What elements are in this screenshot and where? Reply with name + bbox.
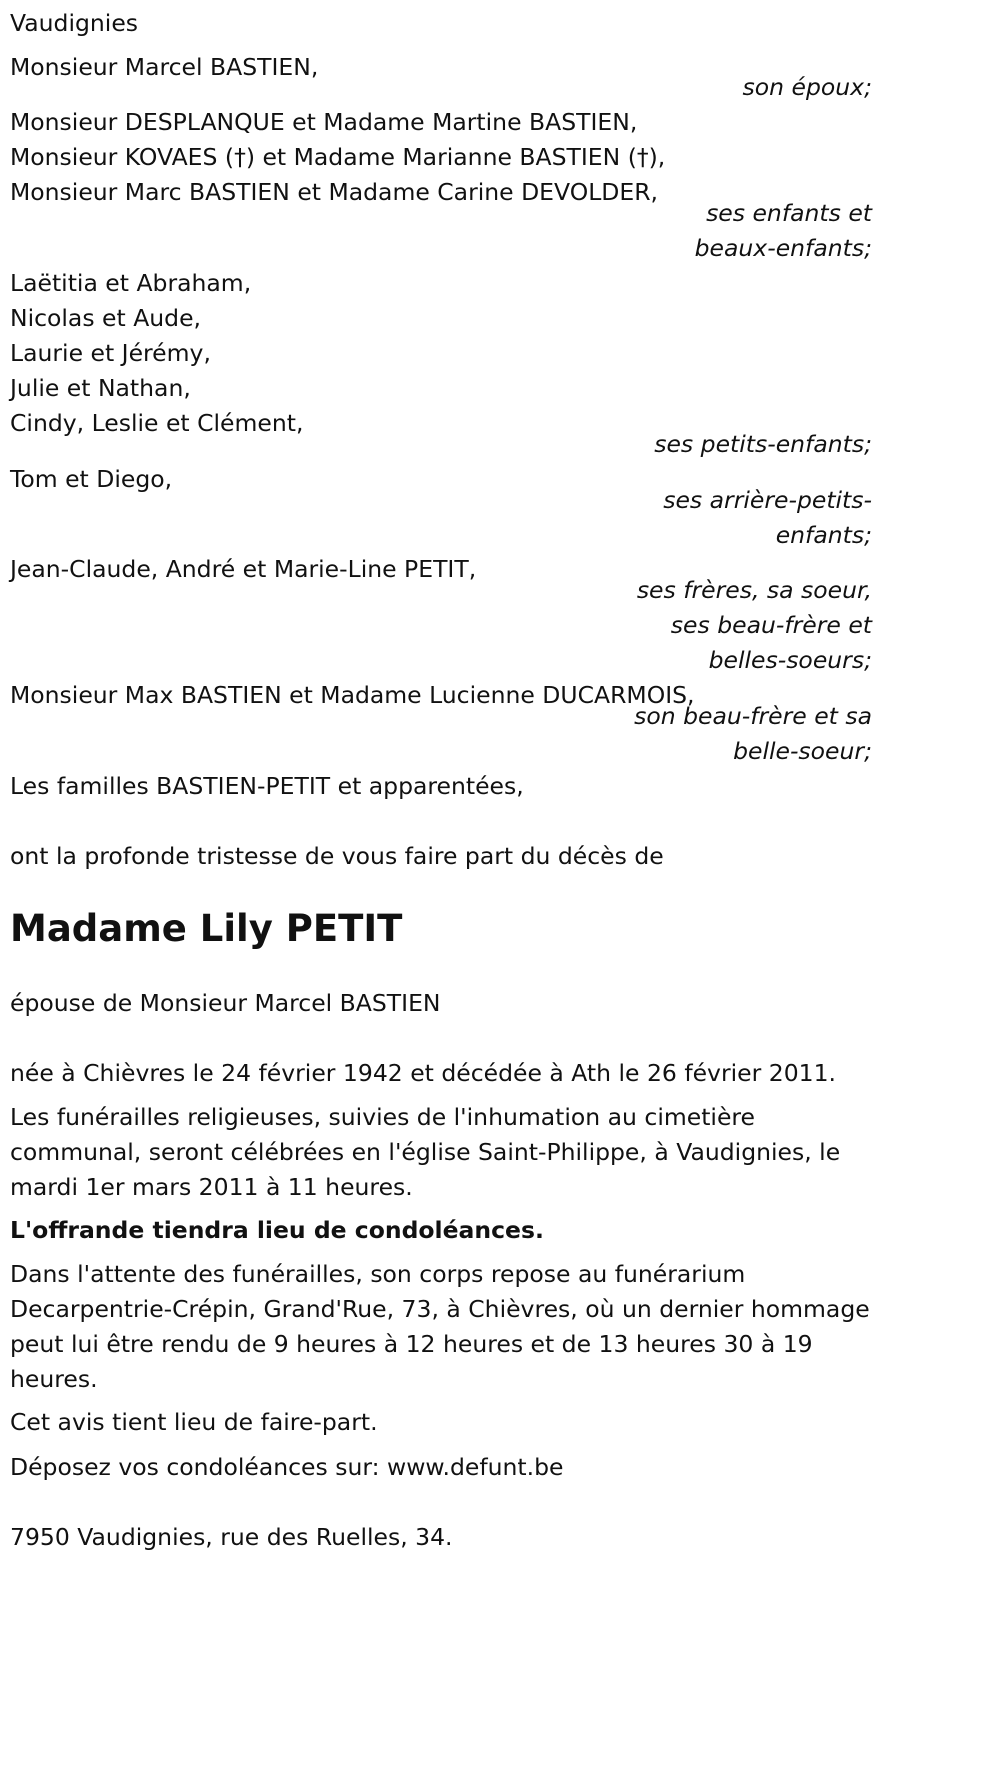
- deceased-name: Madame Lily PETIT: [10, 907, 403, 950]
- spouse-line: Monsieur Marcel BASTIEN,: [10, 53, 319, 81]
- relation-children-1: ses enfants et: [706, 199, 872, 227]
- funeral-line-3: mardi 1er mars 2011 à 11 heures.: [10, 1173, 413, 1201]
- relation-siblings-3: belles-soeurs;: [708, 646, 872, 674]
- children-line-3: Monsieur Marc BASTIEN et Madame Carine DEVOLDER,: [10, 178, 659, 206]
- brother-in-law-line: Monsieur Max BASTIEN et Madame Lucienne DUCARMOIS,: [10, 681, 695, 709]
- grandchildren-line-5: Cindy, Leslie et Clément,: [10, 409, 304, 437]
- notice-line: Cet avis tient lieu de faire-part.: [10, 1408, 378, 1436]
- relation-great-grandchildren-2: enfants;: [775, 521, 872, 549]
- grandchildren-line-2: Nicolas et Aude,: [10, 304, 202, 332]
- relation-siblings-1: ses frères, sa soeur,: [636, 576, 872, 604]
- place-heading: Vaudignies: [10, 9, 139, 37]
- relation-children-2: beaux-enfants;: [694, 234, 872, 262]
- viewing-line-1: Dans l'attente des funérailles, son corps repose au funérarium: [10, 1260, 746, 1288]
- grandchildren-line-1: Laëtitia et Abraham,: [10, 269, 252, 297]
- relation-spouse: son époux;: [742, 73, 872, 101]
- relation-brother-in-law-1: son beau-frère et sa: [634, 702, 872, 730]
- spouse-of: épouse de Monsieur Marcel BASTIEN: [10, 989, 441, 1017]
- announcement: ont la profonde tristesse de vous faire part du décès de: [10, 842, 664, 870]
- grandchildren-line-3: Laurie et Jérémy,: [10, 339, 211, 367]
- birth-death-dates: née à Chièvres le 24 février 1942 et décédée à Ath le 26 février 2011.: [10, 1059, 837, 1087]
- families-line: Les familles BASTIEN-PETIT et apparentées,: [10, 772, 524, 800]
- great-grandchildren-line: Tom et Diego,: [10, 465, 173, 493]
- relation-great-grandchildren-1: ses arrière-petits-: [663, 486, 872, 514]
- funeral-line-2: communal, seront célébrées en l'église Saint-Philippe, à Vaudignies, le: [10, 1138, 841, 1166]
- viewing-line-2: Decarpentrie-Crépin, Grand'Rue, 73, à Chièvres, où un dernier hommage: [10, 1295, 870, 1323]
- relation-grandchildren: ses petits-enfants;: [654, 430, 872, 458]
- viewing-line-3: peut lui être rendu de 9 heures à 12 heures et de 13 heures 30 à 19: [10, 1330, 813, 1358]
- offering-notice: L'offrande tiendra lieu de condoléances.: [10, 1216, 544, 1244]
- relation-siblings-2: ses beau-frère et: [670, 611, 872, 639]
- children-line-1: Monsieur DESPLANQUE et Madame Martine BASTIEN,: [10, 108, 638, 136]
- siblings-line: Jean-Claude, André et Marie-Line PETIT,: [10, 555, 477, 583]
- children-line-2: Monsieur KOVAES (†) et Madame Marianne BASTIEN (†),: [10, 143, 666, 171]
- funeral-line-1: Les funérailles religieuses, suivies de l'inhumation au cimetière: [10, 1103, 756, 1131]
- viewing-line-4: heures.: [10, 1365, 98, 1393]
- grandchildren-line-4: Julie et Nathan,: [10, 374, 191, 402]
- address-line: 7950 Vaudignies, rue des Ruelles, 34.: [10, 1523, 453, 1551]
- condolences-line: Déposez vos condoléances sur: www.defunt.be: [10, 1453, 564, 1481]
- relation-brother-in-law-2: belle-soeur;: [733, 737, 872, 765]
